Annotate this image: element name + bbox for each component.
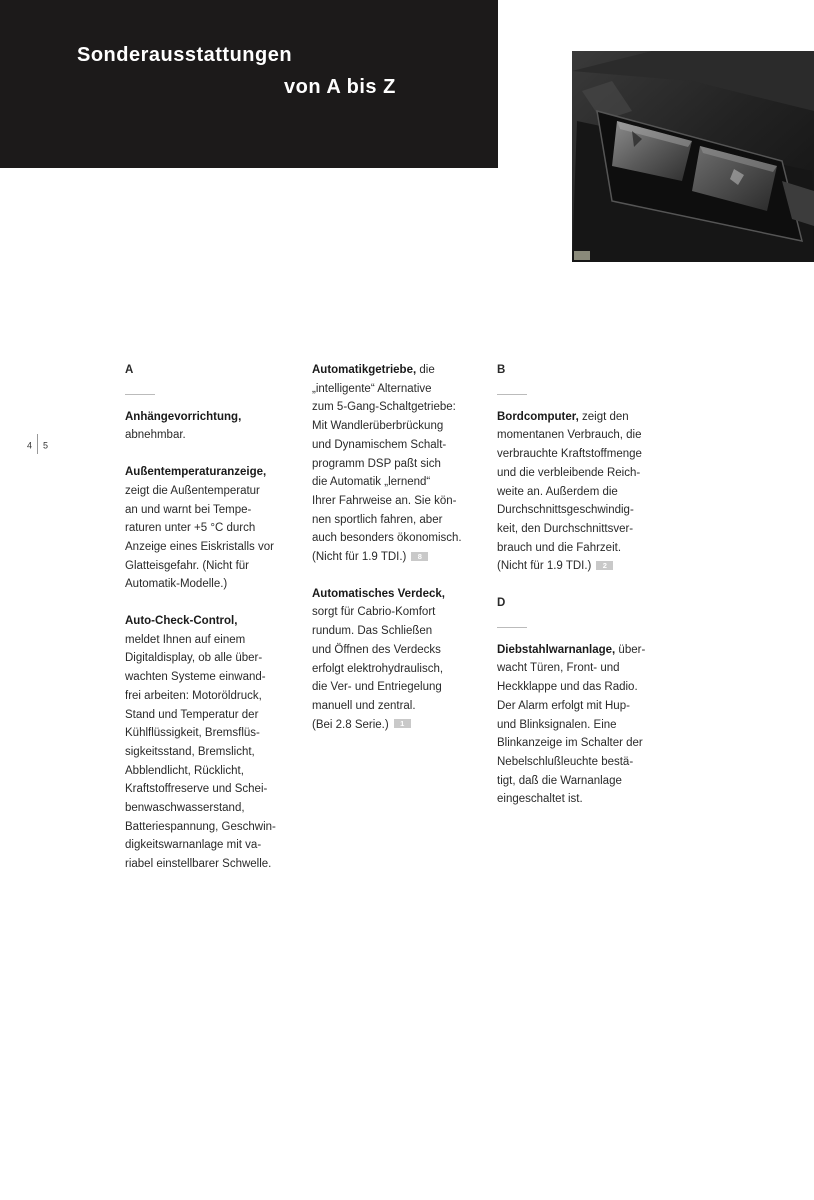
entry-text: wachten Systeme einwand-	[125, 671, 266, 684]
entry-text: Kühlflüssigkeit, Bremsflüs-	[125, 727, 260, 740]
entry-term: Diebstahlwarnanlage,	[497, 643, 616, 656]
entry-text: brauch und die Fahrzeit.	[497, 541, 622, 554]
entry-text-line	[312, 603, 492, 622]
entry-text-line	[125, 818, 310, 837]
entry-text-line	[312, 529, 492, 548]
entry-text-line	[497, 464, 682, 483]
entry-text-line	[125, 482, 310, 501]
entry-text: (Nicht für 1.9 TDI.)	[497, 560, 592, 573]
page-title-line-2: von A bis Z	[284, 76, 396, 98]
entry-term: Außentemperaturanzeige,	[125, 466, 267, 479]
entry-text: Ihrer Fahrweise an. Sie kön-	[312, 494, 457, 507]
column-1	[125, 361, 310, 892]
entry-text-line	[497, 659, 682, 678]
entry-text-line	[312, 716, 492, 735]
page-numbers	[27, 436, 48, 456]
entry-auto-check-control	[125, 612, 310, 874]
entry-text: und die verbleibende Reich-	[497, 466, 641, 479]
header-banner	[0, 0, 498, 168]
entry-text: wacht Türen, Front- und	[497, 662, 620, 675]
entry-text-line	[312, 548, 492, 567]
entry-heading-line	[125, 408, 310, 427]
entry-text-line	[312, 473, 492, 492]
entry-text-line	[125, 836, 310, 855]
section-letter-d: D	[497, 597, 506, 610]
entry-bordcomputer	[497, 408, 682, 576]
entry-text-line	[125, 575, 310, 594]
entry-text: Glatteisgefahr. (Nicht für	[125, 559, 249, 572]
entry-automatisches-verdeck	[312, 585, 492, 735]
entry-text-line	[497, 697, 682, 716]
entry-text: Der Alarm erfolgt mit Hup-	[497, 699, 630, 712]
entry-anh-ngevorrichtung	[125, 408, 310, 445]
entry-heading-line	[497, 641, 682, 660]
entry-text: momentanen Verbrauch, die	[497, 429, 642, 442]
entry-text: Stand und Temperatur der	[125, 708, 259, 721]
entry-text-line	[125, 687, 310, 706]
entry-text-line	[497, 557, 682, 576]
entry-text-line	[312, 455, 492, 474]
entry-text-line	[125, 426, 310, 445]
entry-term-tail: zeigt den	[578, 410, 629, 423]
entry-text: Automatik-Modelle.)	[125, 578, 228, 591]
entry-text: die Automatik „lernend“	[312, 476, 431, 489]
entry-text: sorgt für Cabrio-Komfort	[312, 606, 436, 619]
section-letter-b: B	[497, 364, 506, 376]
entry-text-line	[125, 501, 310, 520]
entry-text-line	[125, 649, 310, 668]
entry-text: eingeschaltet ist.	[497, 793, 583, 806]
entry-term: Automatikgetriebe,	[312, 364, 417, 376]
entry-diebstahlwarnanlage	[497, 641, 682, 809]
reference-badge: 2	[596, 561, 613, 570]
entry-text: Mit Wandlerüberbrückung	[312, 420, 444, 433]
entry-text: Digitaldisplay, ob alle über-	[125, 652, 263, 665]
entry-text: Durchschnittsgeschwindig-	[497, 504, 634, 517]
entry-term: Bordcomputer,	[497, 410, 579, 423]
entry-text-line	[497, 501, 682, 520]
entry-term: Automatisches Verdeck,	[312, 587, 445, 600]
entry-text-line	[497, 678, 682, 697]
entry-term: Auto-Check-Control,	[125, 615, 238, 628]
entry-text: verbrauchte Kraftstoffmenge	[497, 448, 642, 461]
entry-text-line	[125, 855, 310, 874]
entry-heading-line	[125, 463, 310, 482]
entry-text: rundum. Das Schließen	[312, 625, 433, 638]
entry-text-line	[312, 417, 492, 436]
entry-text: sigkeitsstand, Bremslicht,	[125, 745, 255, 758]
entry-text: die Ver- und Entriegelung	[312, 681, 442, 694]
entry-text-line	[497, 772, 682, 791]
column-2	[312, 361, 492, 752]
entry-term-tail: die	[416, 364, 435, 376]
entry-text-line	[125, 706, 310, 725]
page-number-left: 4	[27, 440, 33, 451]
page-title-line-1: Sonderausstattungen	[77, 44, 293, 66]
entry-text-line	[125, 780, 310, 799]
section-rule	[497, 627, 527, 628]
reference-badge: 1	[394, 719, 411, 728]
entry-text: programm DSP paßt sich	[312, 457, 441, 470]
entry-text-line	[497, 539, 682, 558]
entry-text: Abblendlicht, Rücklicht,	[125, 764, 244, 777]
entry-text: digkeitswarnanlage mit va-	[125, 839, 262, 852]
entry-text-line	[125, 799, 310, 818]
entry-text-line	[125, 724, 310, 743]
entry-heading-line	[312, 361, 492, 380]
entry-text: (Nicht für 1.9 TDI.)	[312, 551, 407, 564]
entry-text: zeigt die Außentemperatur	[125, 484, 260, 497]
entry-text-line	[497, 790, 682, 809]
entry-text: weite an. Außerdem die	[497, 485, 618, 498]
entry-text: zum 5-Gang-Schaltgetriebe:	[312, 401, 456, 414]
entry-term-tail: über-	[615, 643, 646, 656]
entry-text-line	[497, 520, 682, 539]
entry-text: Blinkanzeige im Schalter der	[497, 737, 643, 750]
page-number-divider	[37, 434, 38, 454]
entry-au-entemperaturanzeige	[125, 463, 310, 594]
entry-text-line	[497, 445, 682, 464]
entry-automatikgetriebe	[312, 361, 492, 567]
entry-text-line	[125, 762, 310, 781]
entry-term: Anhängevorrichtung,	[125, 410, 242, 423]
section-rule	[497, 394, 527, 395]
section-letter-a: A	[125, 364, 134, 376]
entry-text: abnehmbar.	[125, 429, 186, 442]
entry-text: raturen unter +5 °C durch	[125, 522, 256, 535]
entry-text-line	[125, 743, 310, 762]
entry-text-line	[312, 622, 492, 641]
entry-text: und Öffnen des Verdecks	[312, 643, 441, 656]
entry-text: und Dynamischem Schalt-	[312, 438, 447, 451]
entry-heading-line	[312, 585, 492, 604]
entry-text-line	[497, 426, 682, 445]
entry-text: Heckklappe und das Radio.	[497, 681, 638, 694]
entry-text: Kraftstoffreserve und Schei-	[125, 783, 268, 796]
entry-text: keit, den Durchschnittsver-	[497, 522, 634, 535]
entry-text-line	[312, 380, 492, 399]
entry-text-line	[497, 734, 682, 753]
column-3	[497, 361, 682, 827]
entry-text-line	[312, 660, 492, 679]
entry-text-line	[312, 436, 492, 455]
entry-text-line	[497, 716, 682, 735]
entry-text-line	[312, 511, 492, 530]
entry-text-line	[125, 538, 310, 557]
entry-text-line	[312, 398, 492, 417]
entry-text-line	[125, 631, 310, 650]
entry-text-line	[497, 483, 682, 502]
entry-text-line	[125, 519, 310, 538]
entry-text: und Blinksignalen. Eine	[497, 718, 617, 731]
entry-text-line	[125, 557, 310, 576]
page-number-right: 5	[43, 440, 49, 451]
entry-text: Nebelschlußleuchte bestä-	[497, 755, 634, 768]
entry-text: manuell und zentral.	[312, 699, 416, 712]
switch-photo	[572, 51, 814, 262]
entry-text: (Bei 2.8 Serie.)	[312, 718, 389, 731]
reference-badge: 8	[411, 552, 428, 561]
entry-text: benwaschwasserstand,	[125, 802, 245, 815]
section-rule	[125, 394, 155, 395]
entry-text: an und warnt bei Tempe-	[125, 503, 252, 516]
entry-text: Anzeige eines Eiskristalls vor	[125, 540, 274, 553]
entry-text-line	[497, 753, 682, 772]
entry-text: auch besonders ökonomisch.	[312, 532, 462, 545]
entry-text: erfolgt elektrohydraulisch,	[312, 662, 444, 675]
entry-heading-line	[497, 408, 682, 427]
entry-text-line	[312, 678, 492, 697]
entry-text: „intelligente“ Alternative	[312, 382, 432, 395]
entry-text: tigt, daß die Warnanlage	[497, 774, 622, 787]
switch-photo-image	[572, 51, 814, 262]
entry-text-line	[312, 641, 492, 660]
entry-text: nen sportlich fahren, aber	[312, 513, 443, 526]
entry-text: riabel einstellbarer Schwelle.	[125, 858, 272, 871]
entry-text-line	[312, 697, 492, 716]
entry-text-line	[312, 492, 492, 511]
entry-text: Batteriespannung, Geschwin-	[125, 820, 276, 833]
entry-text: meldet Ihnen auf einem	[125, 633, 246, 646]
entry-text-line	[125, 668, 310, 687]
entry-heading-line	[125, 612, 310, 631]
entry-text: frei arbeiten: Motoröldruck,	[125, 689, 262, 702]
